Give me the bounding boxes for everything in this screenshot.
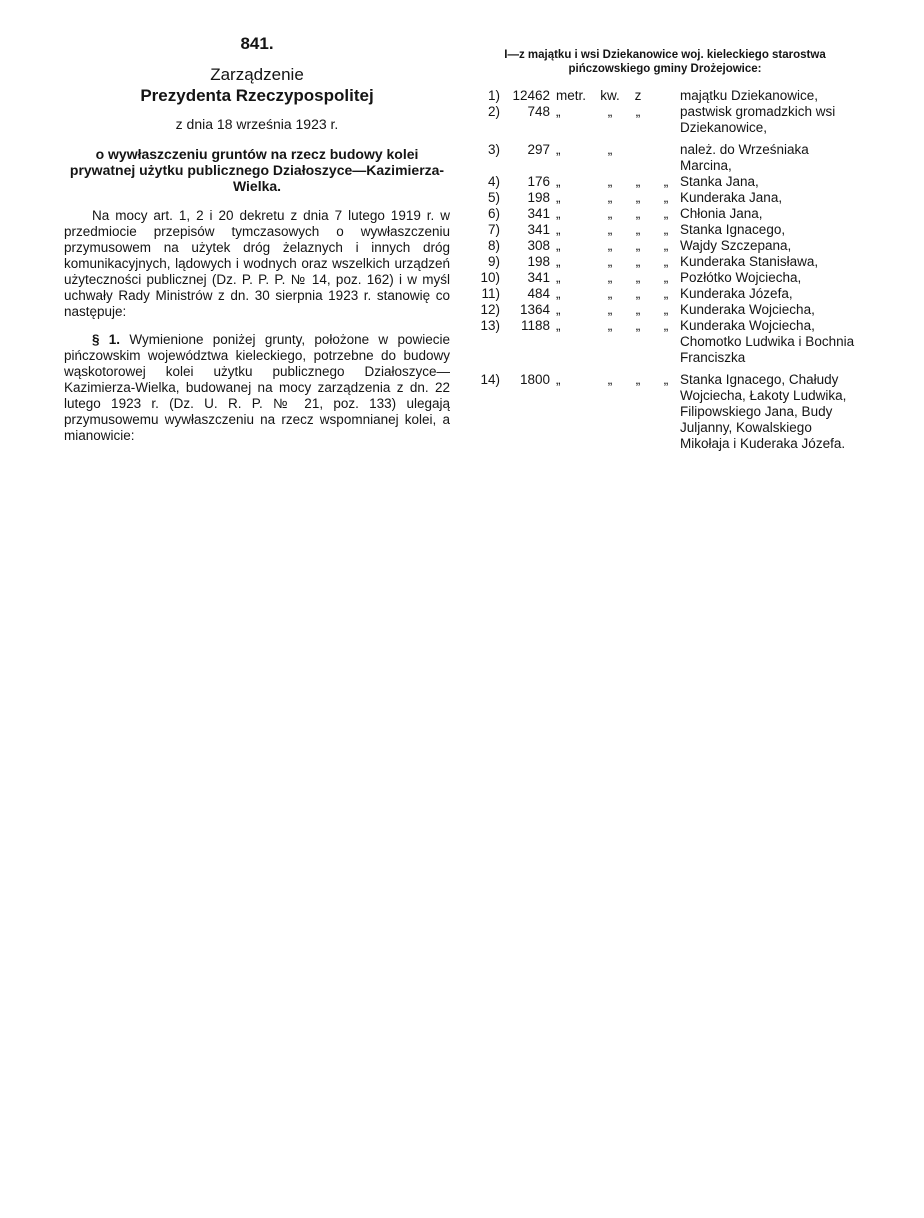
ditto-3: „: [663, 302, 669, 317]
table-row: [470, 366, 860, 452]
table-row: [470, 88, 860, 104]
ditto-1: „: [607, 142, 613, 157]
ditto-1: „: [607, 190, 613, 205]
owner-description: Stanka Ignacego, Chałudy Wojciecha, Łakoty Ludwika, Filipowskiego Jana, Budy Juljanny, Kowalskiego Mikołaja i Kuderaka Józefa.: [680, 372, 847, 451]
area-value: 484: [527, 286, 550, 301]
paragraph-section-1: [64, 332, 450, 444]
row-index: 1): [487, 88, 500, 103]
ditto-2: „: [635, 372, 641, 387]
ditto-1: „: [607, 206, 613, 221]
row-index: 9): [487, 254, 500, 269]
section-1-text: Wymienione poniżej grunty, położone w powiecie pińczowskim województwa kieleckiego, potrzebne do budowy wąskotorowej kolei użytku publicznego Działoszyce—Kazimierza-Wielka, budowanej na mocy zarządzenia z dn. 22 lutego 1923 r. (Dz. U. R. P. № 21, poz. 133) ulegają przymusowemu wywłaszczeniu na rzecz wspomnianej kolei, a mianowicie:: [64, 332, 450, 443]
table-row: [470, 238, 860, 254]
ditto-3: [652, 136, 680, 174]
title-line-1: Zarządzenie: [210, 65, 304, 84]
ditto-2: [624, 136, 652, 174]
owner-description: Wajdy Szczepana,: [680, 238, 792, 253]
ditto-3: „: [663, 206, 669, 221]
owner-description: majątku Dziekanowice,: [680, 88, 819, 103]
table-row: [470, 302, 860, 318]
right-column: [470, 48, 860, 452]
ditto-2: „: [635, 206, 641, 221]
unit: „: [556, 190, 561, 205]
area-value: 297: [527, 142, 550, 157]
area-value: 1188: [520, 318, 550, 333]
table-row: [470, 286, 860, 302]
row-index: 14): [480, 372, 500, 387]
ditto-1: „: [607, 222, 613, 237]
ditto-3: [652, 104, 680, 136]
ditto-2: z: [634, 88, 642, 103]
section-label: § 1.: [92, 332, 121, 347]
row-index: 6): [487, 206, 500, 221]
ditto-2: „: [635, 222, 641, 237]
left-column: [64, 34, 450, 456]
table-row: [470, 254, 860, 270]
row-index: 12): [480, 302, 500, 317]
ditto-2: „: [635, 174, 641, 189]
area-value: 12462: [512, 88, 550, 103]
unit: „: [556, 270, 561, 285]
ditto-2: „: [635, 286, 641, 301]
paragraph-preamble: Na mocy art. 1, 2 i 20 dekretu z dnia 7 lutego 1919 r. w przedmiocie przepisów tymczasowych o wywłaszczeniu przymusowem na użytek dróg żelaznych i innych dróg komunikacyjnych, lądowych i wodnych oraz wszelkich urządzeń użyteczności publicznej (Dz. P. P. P. № 14, poz. 162) i w myśl uchwały Rady Ministrów z dn. 30 sierpnia 1923 r. stanowię co następuje:: [64, 208, 450, 319]
ditto-1: „: [607, 238, 613, 253]
ditto-3: „: [663, 238, 669, 253]
owner-description: Stanka Jana,: [680, 174, 759, 189]
table-row: [470, 318, 860, 366]
ditto-3: [652, 88, 680, 104]
table-row: [470, 206, 860, 222]
act-subject: o wywłaszczeniu gruntów na rzecz budowy kolei prywatnej użytku publicznego Działoszyce—Kazimierza-Wielka.: [69, 146, 445, 194]
table-row: [470, 136, 860, 174]
ditto-3: „: [663, 270, 669, 285]
ditto-3: „: [663, 174, 669, 189]
ditto-3: „: [663, 222, 669, 237]
owner-description: Kunderaka Jana,: [680, 190, 783, 205]
row-index: 10): [480, 270, 500, 285]
unit: „: [556, 254, 561, 269]
row-index: 7): [487, 222, 500, 237]
unit: „: [556, 222, 561, 237]
ditto-3: „: [663, 254, 669, 269]
table-row: [470, 174, 860, 190]
owner-description: Kunderaka Stanisława,: [680, 254, 819, 269]
area-value: 198: [527, 254, 550, 269]
unit: metr.: [556, 88, 587, 103]
act-date: z dnia 18 września 1923 r.: [175, 116, 339, 132]
row-index: 5): [487, 190, 500, 205]
ditto-3: „: [663, 318, 669, 333]
unit: „: [556, 104, 561, 119]
area-value: 308: [527, 238, 550, 253]
ditto-2: „: [635, 104, 641, 119]
owner-description: należ. do Wrześniaka Marcina,: [680, 142, 809, 173]
row-index: 2): [487, 104, 500, 119]
ditto-1: „: [607, 270, 613, 285]
ditto-1: „: [607, 254, 613, 269]
area-value: 341: [527, 206, 550, 221]
unit: „: [556, 286, 561, 301]
ditto-2: „: [635, 302, 641, 317]
ditto-2: „: [635, 238, 641, 253]
ditto-3: „: [663, 286, 669, 301]
area-value: 1364: [519, 302, 550, 317]
act-number: 841.: [240, 34, 274, 53]
owner-description: Pozłótko Wojciecha,: [680, 270, 802, 285]
land-table: [470, 88, 860, 452]
owner-description: Stanka Ignacego,: [680, 222, 786, 237]
unit: „: [556, 302, 561, 317]
ditto-1: „: [607, 174, 613, 189]
row-index: 11): [481, 286, 500, 301]
ditto-2: „: [635, 270, 641, 285]
area-value: 341: [527, 222, 550, 237]
row-index: 13): [480, 318, 500, 333]
table-row: [470, 222, 860, 238]
ditto-1: „: [607, 372, 613, 387]
unit: „: [556, 206, 561, 221]
area-value: 176: [527, 174, 550, 189]
ditto-1: „: [607, 104, 613, 119]
unit: „: [556, 372, 561, 387]
ditto-3: „: [663, 190, 669, 205]
owner-description: pastwisk gromadzkich wsi Dziekanowice,: [680, 104, 836, 135]
ditto-1: „: [607, 318, 613, 333]
ditto-2: „: [635, 190, 641, 205]
ditto-2: „: [635, 254, 641, 269]
table-row: [470, 270, 860, 286]
ditto-1: „: [607, 286, 613, 301]
owner-description: Kunderaka Wojciecha, Chomotko Ludwika i Bochnia Franciszka: [680, 318, 855, 365]
unit: „: [556, 318, 561, 333]
area-value: 198: [527, 190, 550, 205]
unit: „: [556, 174, 561, 189]
row-index: 4): [487, 174, 500, 189]
ditto-1: „: [607, 302, 613, 317]
area-value: 341: [527, 270, 550, 285]
area-value: 1800: [519, 372, 550, 387]
ditto-1: kw.: [600, 88, 620, 103]
ditto-2: „: [635, 318, 641, 333]
unit: „: [556, 142, 561, 157]
title-line-2: Prezydenta Rzeczypospolitej: [140, 86, 374, 105]
owner-description: Chłonia Jana,: [680, 206, 763, 221]
property-heading: I—z majątku i wsi Dziekanowice woj. kieleckiego starostwa pińczowskiego gminy Drożejowice:: [504, 49, 826, 75]
area-value: 748: [527, 104, 550, 119]
row-index: 8): [487, 238, 500, 253]
table-row: [470, 104, 860, 136]
row-index: 3): [487, 142, 500, 157]
unit: „: [556, 238, 561, 253]
owner-description: Kunderaka Wojciecha,: [680, 302, 815, 317]
ditto-3: „: [663, 372, 669, 387]
owner-description: Kunderaka Józefa,: [680, 286, 793, 301]
table-row: [470, 190, 860, 206]
